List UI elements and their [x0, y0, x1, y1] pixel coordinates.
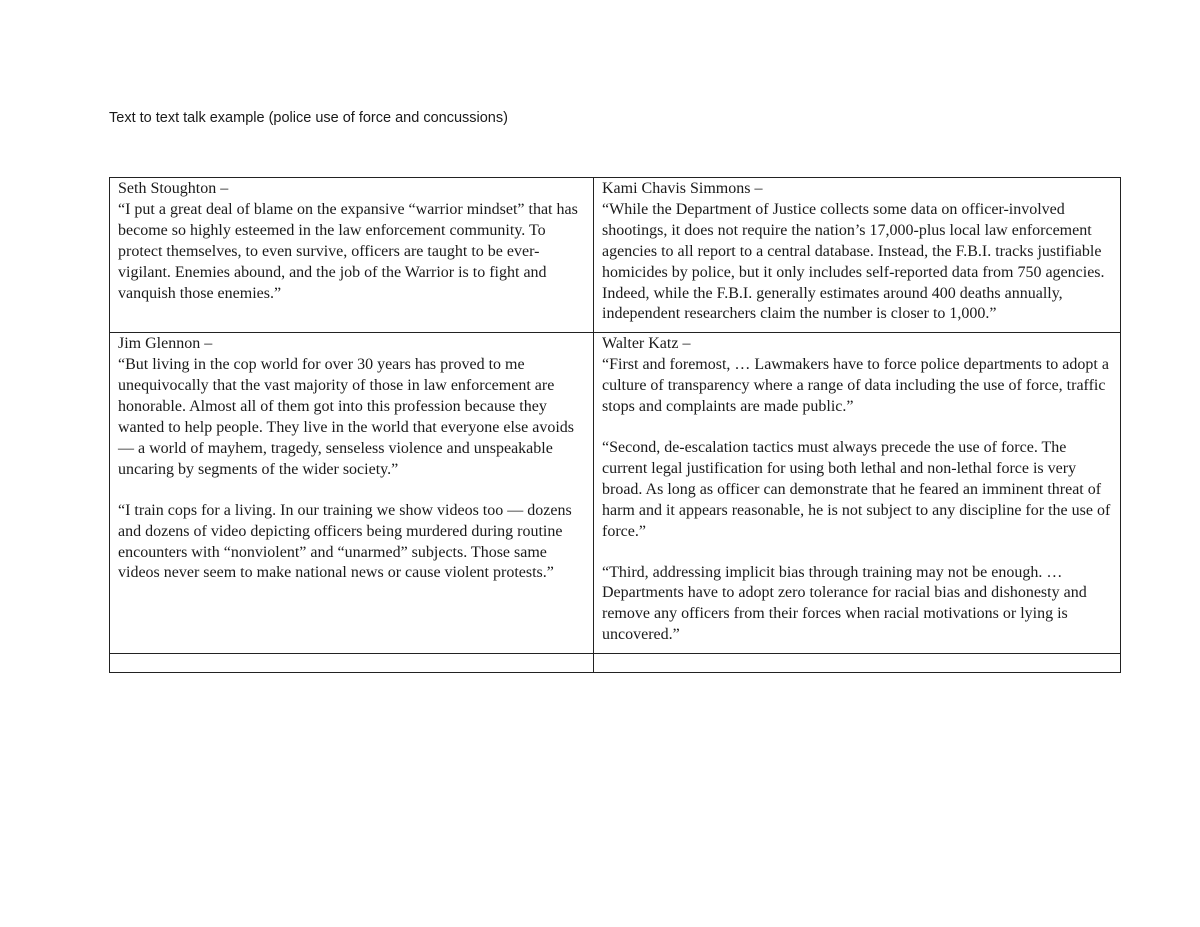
quote-paragraph: “While the Department of Justice collects some data on officer-involved shootings, it does not require the nation’s 17,000-plus local law enforcement agencies to all report to a central database. Instead, the F.B.I. tracks justifiable homicides by police, but it only includes self-reported data from 750 agencies. Indeed, while the F.B.I. generally estimates around 400 deaths annually, independent researchers claim the number is closer to 1,000.”: [602, 200, 1105, 323]
speaker-name: Walter Katz –: [602, 335, 691, 353]
quote-cell-kami-chavis-simmons: [594, 178, 1121, 333]
quote-paragraph: “Second, de-escalation tactics must always precede the use of force. The current legal justification for using both lethal and non-lethal force is very broad. As long as officer can demonstrate that he feared an imminent threat of harm and it appears reasonable, he is not subject to any discipline for the use of force.”: [602, 438, 1111, 540]
empty-cell: [110, 654, 594, 673]
speaker-name: Jim Glennon –: [118, 335, 213, 353]
document-title: Text to text talk example (police use of force and concussions): [109, 110, 508, 126]
quote-paragraph: “But living in the cop world for over 30 years has proved to me unequivocally that the vast majority of those in law enforcement are honorable. Almost all of them got into this profession because they wanted to help people. They live in the world that everyone else avoids — a world of mayhem, tragedy, senseless violence and unspeakable uncaring by segments of the wider society.”: [118, 356, 575, 478]
table-row: [110, 178, 1121, 333]
quote-table: [109, 177, 1121, 673]
quote-paragraph: “First and foremost, … Lawmakers have to force police departments to adopt a culture of transparency where a range of data including the use of force, traffic stops and complaints are made public.”: [602, 356, 1109, 416]
empty-cell: [594, 654, 1121, 673]
quote-paragraph: “Third, addressing implicit bias through training may not be enough. … Departments have to adopt zero tolerance for racial bias and dishonesty and remove any officers from their forces when racial motivations or lying is uncovered.”: [602, 563, 1087, 644]
quote-cell-seth-stoughton: [110, 178, 594, 333]
speaker-name: Kami Chavis Simmons –: [602, 180, 763, 197]
table-row: [110, 333, 1121, 654]
quote-paragraph: “I train cops for a living. In our training we show videos too — dozens and dozens of video depicting officers being murdered during routine encounters with “nonviolent” and “unarmed” subjects. Those same videos never seem to make national news or cause violent protests.”: [118, 501, 572, 582]
table-row-empty: [110, 654, 1121, 673]
quote-cell-walter-katz: [594, 333, 1121, 654]
speaker-name: Seth Stoughton –: [118, 180, 229, 197]
quote-paragraph: “I put a great deal of blame on the expansive “warrior mindset” that has become so highly esteemed in the law enforcement community. To protect themselves, to even survive, officers are taught to be ever-vigilant. Enemies abound, and the job of the Warrior is to fight and vanquish those enemies.”: [118, 200, 578, 302]
quote-cell-jim-glennon: [110, 333, 594, 654]
